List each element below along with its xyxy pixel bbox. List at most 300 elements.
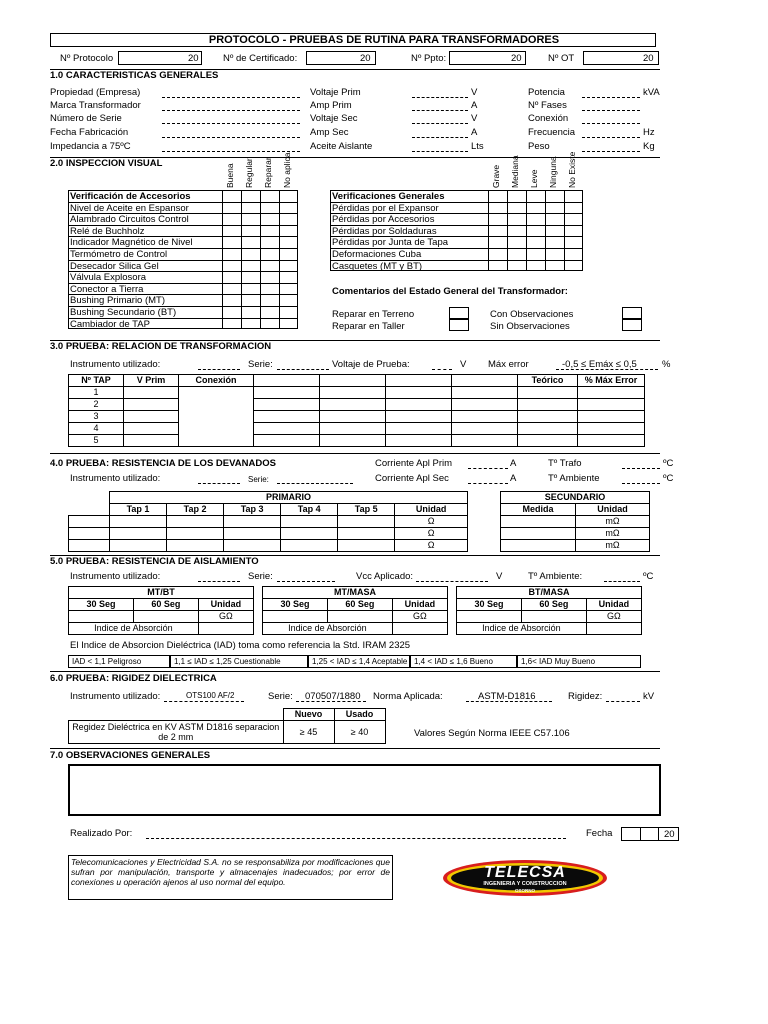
blank — [69, 709, 284, 721]
iad-scale-text: 1,6< IAD Muy Bueno — [521, 657, 596, 666]
table-row — [501, 516, 650, 528]
s5-vcc-label: Vcc Aplicado: — [356, 571, 414, 582]
s4-serie-label: Serie: — [248, 475, 269, 484]
fecha-year: 20 — [664, 829, 675, 840]
protocolo-year: 20 — [188, 53, 199, 64]
th-blank — [452, 375, 518, 387]
cell[interactable] — [224, 516, 281, 528]
s1-mid-field[interactable] — [412, 137, 468, 138]
cell[interactable] — [386, 411, 452, 423]
observaciones-textarea[interactable] — [68, 764, 661, 816]
secundario-header: SECUNDARIO — [501, 492, 650, 504]
s1-left-label: Impedancia a 75ºC — [50, 141, 131, 152]
blank — [69, 504, 110, 516]
usado-value: ≥ 40 — [334, 721, 385, 744]
s1-left-label: Número de Serie — [50, 113, 122, 124]
s2-left-col-header: Regular — [244, 158, 254, 188]
insulation-group-table — [456, 586, 642, 635]
group-header: MT/BT — [69, 587, 254, 599]
cell[interactable] — [578, 411, 645, 423]
s5-instr-field[interactable] — [198, 581, 240, 582]
cell[interactable] — [320, 435, 386, 447]
tap-number: 1 — [69, 387, 124, 399]
s3-serie-label: Serie: — [248, 359, 273, 370]
s1-mid-unit: A — [471, 127, 478, 138]
table-row — [69, 623, 254, 635]
acc-col-line — [222, 190, 223, 329]
cell[interactable] — [501, 528, 576, 540]
tap-header: Tap 1 — [110, 504, 167, 516]
s2-left-col-header: Buena — [225, 163, 235, 188]
s6-kv-unit: kV — [643, 691, 655, 702]
cell[interactable] — [521, 611, 586, 623]
ot-label: Nº OT — [548, 53, 575, 64]
unit-mohm: mΩ — [576, 516, 650, 528]
cell[interactable] — [198, 623, 253, 635]
tap-number: 4 — [69, 423, 124, 435]
nuevo-value: ≥ 45 — [283, 721, 334, 744]
s1-right-unit: Kg — [643, 141, 655, 152]
s1-right-label: Peso — [528, 141, 550, 152]
s1-mid-label: Voltaje Sec — [310, 113, 358, 124]
cell[interactable] — [320, 423, 386, 435]
unidad-header: Unidad — [586, 599, 641, 611]
s2-right-col-header: Ninguna — [548, 156, 558, 188]
unidad-header: Unidad — [576, 504, 650, 516]
cell[interactable] — [320, 387, 386, 399]
cell[interactable] — [501, 516, 576, 528]
s60-header: 60 Seg — [521, 599, 586, 611]
s6-serie-value: 070507/1880 — [305, 691, 361, 702]
ppto-year: 20 — [511, 53, 522, 64]
fecha-divider-2 — [658, 827, 659, 841]
unit-mohm: mΩ — [576, 528, 650, 540]
s1-mid-field[interactable] — [412, 110, 468, 111]
table-row — [69, 528, 468, 540]
checkbox-con-observaciones[interactable] — [622, 307, 642, 319]
cell[interactable] — [392, 623, 447, 635]
realizado-field[interactable] — [146, 838, 566, 839]
acc-row-label: Cambiador de TAP — [70, 318, 150, 330]
checkbox-sin-observaciones[interactable] — [622, 319, 642, 331]
gen-col-line — [507, 190, 508, 271]
certificado-label: Nº de Certificado: — [223, 53, 298, 64]
s6-norma-label: Norma Aplicada: — [373, 691, 443, 702]
cell[interactable] — [338, 540, 395, 552]
cell[interactable] — [69, 516, 110, 528]
th-conexion: Conexión — [179, 375, 254, 387]
s3-voltaje-field[interactable] — [432, 369, 452, 370]
cell[interactable] — [124, 411, 179, 423]
gen-row-label: Pérdidas por Accesorios — [332, 214, 435, 226]
cell[interactable] — [518, 411, 578, 423]
gen-col-line — [545, 190, 546, 271]
s60-header: 60 Seg — [327, 599, 392, 611]
cell[interactable] — [254, 423, 320, 435]
unit-gohm: GΩ — [392, 611, 447, 623]
comments-label: Comentarios del Estado General del Transformador: — [332, 286, 568, 297]
cell[interactable] — [263, 611, 328, 623]
s1-right-label: Frecuencia — [528, 127, 575, 138]
s1-mid-label: Aceite Aislante — [310, 141, 373, 152]
winding-primary-table — [68, 491, 468, 552]
unidad-header: Unidad — [395, 504, 468, 516]
acc-row-label: Bushing Primario (MT) — [70, 295, 166, 307]
table-row — [69, 423, 645, 435]
tap-header: Tap 4 — [281, 504, 338, 516]
cell[interactable] — [281, 528, 338, 540]
s1-right-field[interactable] — [582, 151, 640, 152]
s6-serie-label: Serie: — [268, 691, 293, 702]
table-row — [69, 611, 254, 623]
tap-number: 5 — [69, 435, 124, 447]
section-6-rule — [50, 671, 660, 672]
nuevo-header: Nuevo — [283, 709, 334, 721]
s30-header: 30 Seg — [457, 599, 522, 611]
s1-mid-unit: Lts — [471, 141, 484, 152]
s3-pct: % — [662, 359, 671, 370]
s4-corr-prim-label: Corriente Apl Prim — [375, 458, 453, 469]
s4-corr-sec-unit: A — [510, 473, 517, 484]
cell[interactable] — [110, 528, 167, 540]
protocolo-label: Nº Protocolo — [60, 53, 114, 64]
cell[interactable] — [69, 611, 134, 623]
s4-corr-prim-field[interactable] — [468, 468, 508, 469]
cell[interactable] — [457, 611, 522, 623]
opt-reparar-terreno: Reparar en Terreno — [332, 309, 415, 320]
s3-maxerr-label: Máx error — [488, 359, 529, 370]
certificado-year: 20 — [360, 53, 371, 64]
th-teorico: Teórico — [518, 375, 578, 387]
conexion-cell[interactable] — [179, 387, 254, 447]
s5-instr-label: Instrumento utilizado: — [70, 571, 161, 582]
cell[interactable] — [452, 399, 518, 411]
s4-trafo-label: Tº Trafo — [548, 458, 582, 469]
gen-col-line — [526, 190, 527, 271]
s5-serie-field[interactable] — [277, 581, 335, 582]
ot-year: 20 — [643, 53, 654, 64]
tap-header: Tap 5 — [338, 504, 395, 516]
s6-instr-value: OTS100 AF/2 — [186, 691, 235, 700]
s4-corr-sec-field[interactable] — [468, 483, 508, 484]
cell[interactable] — [518, 423, 578, 435]
gen-row-label: Pérdidas por Soldaduras — [332, 225, 437, 237]
section-4-rule — [50, 453, 660, 454]
iad-label: Indice de Absorción — [457, 623, 587, 635]
s4-amb-unit: ºC — [663, 473, 674, 484]
cell[interactable] — [254, 411, 320, 423]
gen-header: Verificaciones Generales — [332, 191, 445, 202]
th-maxerr: % Máx Error — [578, 375, 645, 387]
cell[interactable] — [518, 387, 578, 399]
ratio-table — [68, 374, 645, 447]
realizado-label: Realizado Por: — [70, 828, 133, 839]
th-blank — [254, 375, 320, 387]
gen-col-line — [564, 190, 565, 271]
section-6-title: 6.0 PRUEBA: RIGIDEZ DIELECTRICA — [50, 673, 217, 684]
s1-left-field[interactable] — [162, 110, 300, 111]
s6-rigidez-label: Rigidez: — [568, 691, 603, 702]
dielectric-table — [68, 708, 386, 744]
s1-mid-label: Voltaje Prim — [310, 87, 361, 98]
s1-left-label: Marca Transformador — [50, 100, 141, 111]
cell[interactable] — [578, 423, 645, 435]
s1-left-field[interactable] — [162, 123, 300, 124]
opt-con-observaciones: Con Observaciones — [490, 309, 574, 320]
s5-vcc-field[interactable] — [416, 581, 488, 582]
cell[interactable] — [452, 411, 518, 423]
acc-row-label: Bushing Secundario (BT) — [70, 307, 177, 318]
cell[interactable] — [167, 540, 224, 552]
s2-right-col-header: Grave — [491, 164, 501, 188]
acc-col-line — [241, 190, 242, 329]
cell[interactable] — [338, 516, 395, 528]
s5-amb-field[interactable] — [604, 581, 640, 582]
cell[interactable] — [518, 399, 578, 411]
cell[interactable] — [578, 435, 645, 447]
unit-gohm: GΩ — [586, 611, 641, 623]
s4-amb-label: Tº Ambiente — [548, 473, 600, 484]
cell[interactable] — [338, 528, 395, 540]
unit-ohm: Ω — [395, 516, 468, 528]
th-blank — [386, 375, 452, 387]
s4-amb-field[interactable] — [622, 483, 660, 484]
cell[interactable] — [69, 528, 110, 540]
s3-range-underline — [556, 369, 658, 370]
cell[interactable] — [586, 623, 641, 635]
fecha-divider-1 — [640, 827, 641, 841]
s60-header: 60 Seg — [133, 599, 198, 611]
s1-right-field[interactable] — [582, 137, 640, 138]
s3-voltaje-label: Voltaje de Prueba: — [332, 359, 410, 370]
cell[interactable] — [254, 387, 320, 399]
s3-instr-field[interactable] — [198, 369, 240, 370]
s4-trafo-field[interactable] — [622, 468, 660, 469]
s3-serie-field[interactable] — [277, 369, 329, 370]
cell[interactable] — [281, 540, 338, 552]
section-7-rule — [50, 748, 660, 749]
fecha-label: Fecha — [586, 828, 613, 839]
s1-right-label: Potencia — [528, 87, 565, 98]
cell[interactable] — [327, 611, 392, 623]
iad-scale-text: 1,25 < IAD ≤ 1,4 Aceptable — [312, 657, 408, 666]
s4-trafo-unit: ºC — [663, 458, 674, 469]
group-header: MT/MASA — [263, 587, 448, 599]
s4-instr-field[interactable] — [198, 483, 240, 484]
opt-sin-observaciones: Sin Observaciones — [490, 321, 570, 332]
cell[interactable] — [224, 540, 281, 552]
s4-instr-label: Instrumento utilizado: — [70, 473, 161, 484]
th-vprim: V Prim — [124, 375, 179, 387]
cell[interactable] — [167, 528, 224, 540]
unidad-header: Unidad — [198, 599, 253, 611]
cell[interactable] — [501, 540, 576, 552]
logo-subtext: INGENIERIA Y CONSTRUCCION — [483, 881, 567, 887]
gen-row-label: Pérdidas por el Expansor — [332, 202, 439, 214]
blank — [69, 492, 110, 504]
medida-header: Medida — [501, 504, 576, 516]
table-row — [69, 387, 645, 399]
cell[interactable] — [124, 423, 179, 435]
acc-row-label: Indicador Magnético de Nivel — [70, 237, 193, 249]
s1-right-unit: kVA — [643, 87, 660, 98]
cell[interactable] — [386, 387, 452, 399]
table-row — [501, 528, 650, 540]
s1-mid-field[interactable] — [412, 97, 468, 98]
s2-left-col-header: No aplica — [282, 152, 292, 188]
th-blank — [320, 375, 386, 387]
section-1-title: 1.0 CARACTERISTICAS GENERALES — [50, 70, 219, 81]
table-row — [69, 411, 645, 423]
s1-right-field[interactable] — [582, 110, 640, 111]
cell[interactable] — [167, 516, 224, 528]
cell[interactable] — [452, 423, 518, 435]
s1-mid-unit: V — [471, 87, 478, 98]
checkbox-reparar-taller[interactable] — [449, 319, 469, 331]
primario-header: PRIMARIO — [110, 492, 468, 504]
s3-v-unit: V — [460, 359, 467, 370]
cell[interactable] — [124, 399, 179, 411]
telecsa-logo — [442, 859, 608, 897]
section-3-title: 3.0 PRUEBA: RELACION DE TRANSFORMACION — [50, 341, 272, 352]
iad-note: El Indice de Absorcion Dieléctrica (IAD) toma como referencia la Std. IRAM 2325 — [70, 640, 411, 651]
section-7-title: 7.0 OBSERVACIONES GENERALES — [50, 750, 211, 761]
cell[interactable] — [254, 399, 320, 411]
s30-header: 30 Seg — [69, 599, 134, 611]
cell[interactable] — [133, 611, 198, 623]
s1-left-field[interactable] — [162, 97, 300, 98]
s1-left-label: Propiedad (Empresa) — [50, 87, 141, 98]
s6-norma-field[interactable] — [466, 701, 552, 702]
acc-header: Verificación de Accesorios — [70, 191, 191, 202]
acc-row-label: Válvula Explosora — [70, 272, 147, 284]
tap-number: 3 — [69, 411, 124, 423]
s1-right-label: Conexión — [528, 113, 569, 124]
acc-row-label: Termómetro de Control — [70, 249, 168, 260]
cell[interactable] — [69, 540, 110, 552]
s4-corr-sec-label: Corriente Apl Sec — [375, 473, 449, 484]
iad-scale-text: IAD < 1,1 Peligroso — [72, 657, 142, 666]
section-5-title: 5.0 PRUEBA: RESISTENCIA DE AISLAMIENTO — [50, 556, 259, 567]
acc-row-label: Desecador Silica Gel — [70, 260, 159, 272]
th-ntap: Nº TAP — [69, 375, 124, 387]
tap-header: Tap 2 — [167, 504, 224, 516]
s1-left-label: Fecha Fabricación — [50, 127, 129, 138]
s1-mid-label: Amp Prim — [310, 100, 352, 111]
group-header: BT/MASA — [457, 587, 642, 599]
usado-header: Usado — [334, 709, 385, 721]
cell[interactable] — [124, 435, 179, 447]
iad-label: Indice de Absorción — [263, 623, 393, 635]
cell[interactable] — [320, 399, 386, 411]
cell[interactable] — [320, 411, 386, 423]
cell[interactable] — [386, 399, 452, 411]
dielectric-label: Regidez Dieléctrica en KV ASTM D1816 separacion de 2 mm — [69, 721, 284, 744]
opt-reparar-taller: Reparar en Taller — [332, 321, 405, 332]
cell[interactable] — [452, 387, 518, 399]
unidad-header: Unidad — [392, 599, 447, 611]
winding-secondary-table — [500, 491, 650, 552]
cell[interactable] — [518, 435, 578, 447]
cell[interactable] — [452, 435, 518, 447]
gen-row-label: Pérdidas por Junta de Tapa — [332, 237, 449, 249]
cell[interactable] — [124, 387, 179, 399]
insulation-group-table — [262, 586, 448, 635]
unit-gohm: GΩ — [198, 611, 253, 623]
table-row — [501, 540, 650, 552]
s1-left-field[interactable] — [162, 137, 300, 138]
s6-serie-field[interactable] — [296, 701, 366, 702]
table-row — [263, 611, 448, 623]
table-row — [263, 623, 448, 635]
tap-header: Tap 3 — [224, 504, 281, 516]
s4-corr-prim-unit: A — [510, 458, 517, 469]
table-row — [69, 540, 468, 552]
cell[interactable] — [386, 435, 452, 447]
table-row — [69, 435, 645, 447]
cell[interactable] — [110, 516, 167, 528]
cell[interactable] — [386, 423, 452, 435]
unit-mohm: mΩ — [576, 540, 650, 552]
cell[interactable] — [578, 387, 645, 399]
acc-row-label: Alambrado Circuitos Control — [70, 214, 189, 226]
s3-range: -0,5 ≤ Emáx ≤ 0,5 — [562, 359, 637, 370]
table-row — [69, 399, 645, 411]
cell[interactable] — [224, 528, 281, 540]
checkbox-reparar-terreno[interactable] — [449, 307, 469, 319]
logo-city: OSORNO — [514, 888, 535, 893]
s2-right-col-header: Mediana — [510, 155, 520, 188]
s4-serie-field[interactable] — [277, 483, 353, 484]
ppto-label: Nº Ppto: — [411, 53, 447, 64]
table-row — [457, 623, 642, 635]
cell[interactable] — [254, 435, 320, 447]
s1-mid-field[interactable] — [412, 151, 468, 152]
s1-mid-label: Amp Sec — [310, 127, 349, 138]
s1-mid-field[interactable] — [412, 123, 468, 124]
s2-right-col-header: No Existe — [567, 151, 577, 188]
table-row — [69, 516, 468, 528]
gen-row-label: Deformaciones Cuba — [332, 249, 422, 260]
logo-text: TELECSA — [484, 864, 566, 881]
s6-norma-value: ASTM-D1816 — [478, 691, 536, 702]
s1-right-field[interactable] — [582, 123, 640, 124]
acc-row-label: Conector a Tierra — [70, 283, 144, 295]
table-row — [457, 611, 642, 623]
gen-col-line — [488, 190, 489, 271]
cell[interactable] — [110, 540, 167, 552]
cell[interactable] — [578, 399, 645, 411]
s5-amb-label: Tº Ambiente: — [528, 571, 583, 582]
s6-valores-note: Valores Según Norma IEEE C57.106 — [414, 728, 570, 739]
s1-left-field[interactable] — [162, 151, 300, 152]
s5-serie-label: Serie: — [248, 571, 273, 582]
s1-mid-unit: A — [471, 100, 478, 111]
insulation-group-table — [68, 586, 254, 635]
s6-rigidez-field[interactable] — [606, 701, 640, 702]
s30-header: 30 Seg — [263, 599, 328, 611]
s6-instr-field[interactable] — [164, 701, 244, 702]
gen-row-label: Casquetes (MT y BT) — [332, 260, 423, 272]
table-row — [69, 721, 386, 744]
s2-right-col-header: Leve — [529, 169, 539, 188]
s1-mid-unit: V — [471, 113, 478, 124]
cell[interactable] — [281, 516, 338, 528]
s2-left-col-header: Reparar — [263, 157, 273, 188]
acc-row-label: Relé de Buchholz — [70, 225, 145, 237]
s1-right-field[interactable] — [582, 97, 640, 98]
acc-col-line — [260, 190, 261, 329]
